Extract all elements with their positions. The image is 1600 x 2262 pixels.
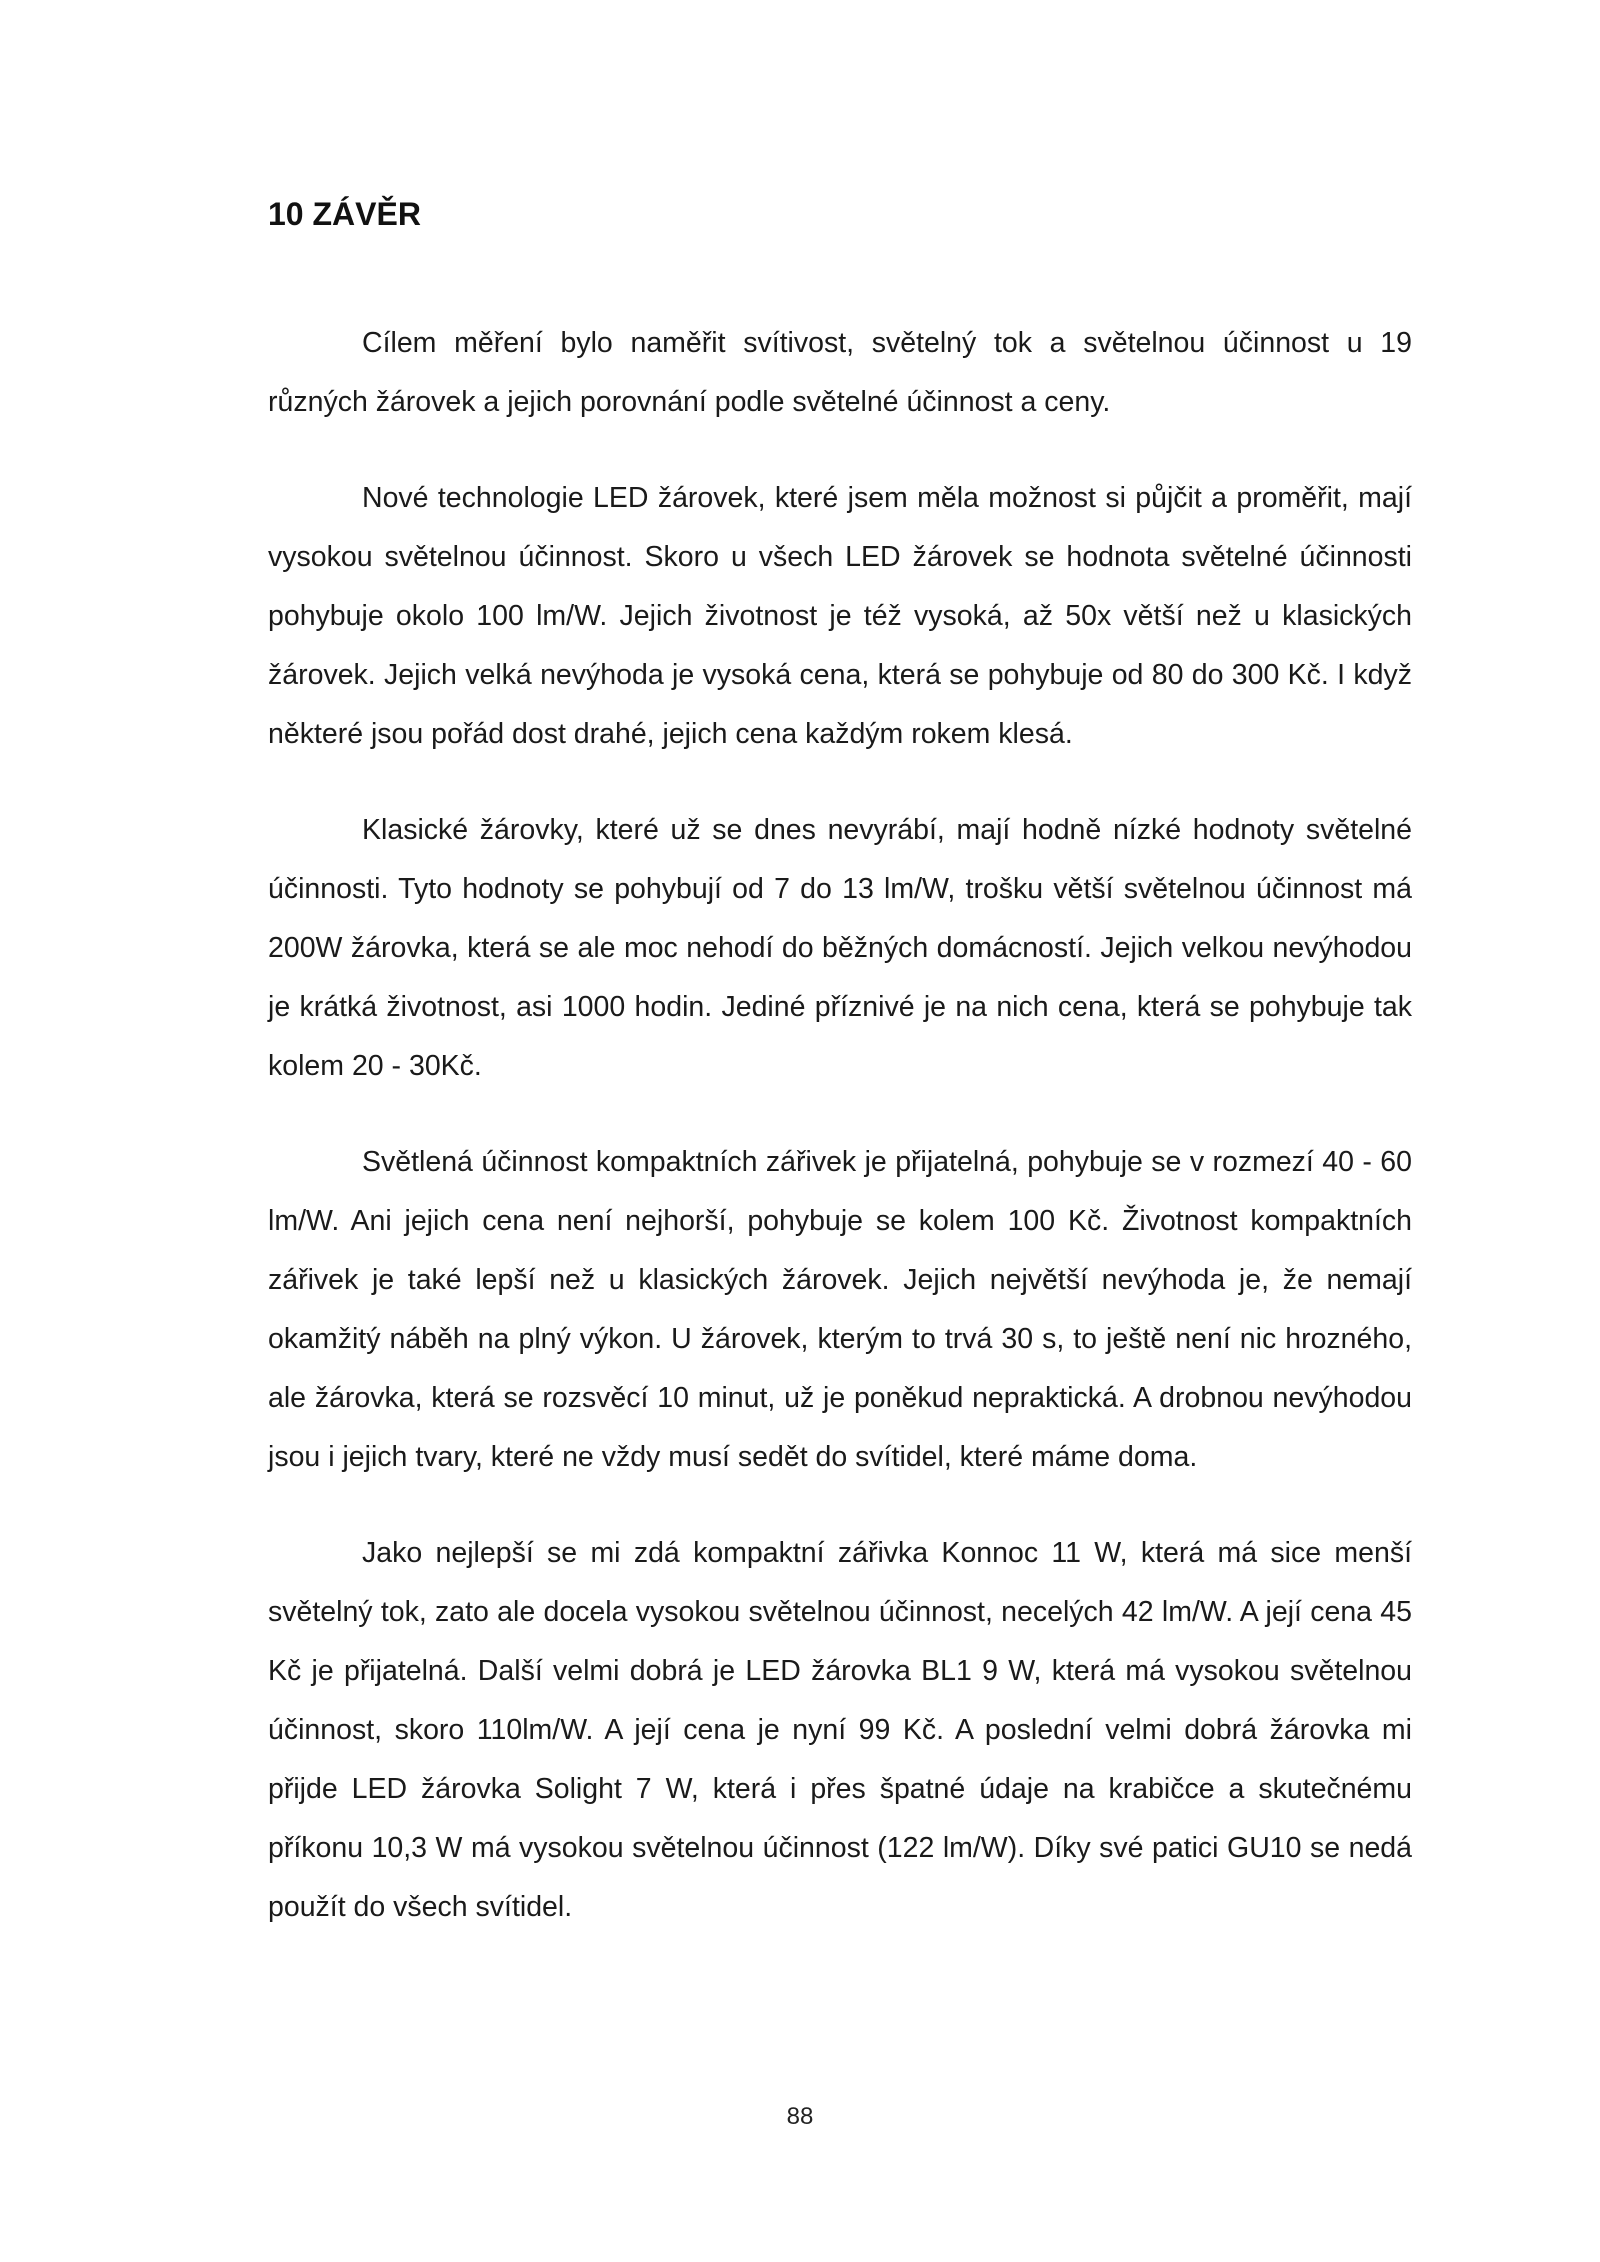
body-text <box>268 314 1412 1974</box>
paragraph-classic-bulbs: Klasické žárovky, které už se dnes nevyrábí, mají hodně nízké hodnoty světelné účinnosti. Tyto hodnoty se pohybují od 7 do 13 lm/W, trošku větší světelnou účinnost má 200W žárovka, která se ale moc nehodí do běžných domácností. Jejich velkou nevýhodou je krátká životnost, asi 1000 hodin. Jediné příznivé je na nich cena, která se pohybuje tak kolem 20 - 30Kč. <box>268 814 1412 1082</box>
page-number: 88 <box>786 2103 814 2130</box>
paragraph-led: Nové technologie LED žárovek, které jsem měla možnost si půjčit a proměřit, mají vysokou světelnou účinnost. Skoro u všech LED žárovek se hodnota světelné účinnosti pohybuje okolo 100 lm/W. Jejich životnost je též vysoká, až 50x větší než u klasických žárovek. Jejich velká nevýhoda je vysoká cena, která se pohybuje od 80 do 300 Kč. I když některé jsou pořád dost drahé, jejich cena každým rokem klesá. <box>268 482 1412 750</box>
paragraph-aim: Cílem měření bylo naměřit svítivost, světelný tok a světelnou účinnost u 19 různých žárovek a jejich porovnání podle světelné účinnost a ceny. <box>268 327 1412 418</box>
chapter-heading: 10 ZÁVĚR <box>268 196 421 232</box>
paragraph-best-choice: Jako nejlepší se mi zdá kompaktní zářivka Konnoc 11 W, která má sice menší světelný tok, zato ale docela vysokou světelnou účinnost, necelých 42 lm/W. A její cena 45 Kč je přijatelná. Další velmi dobrá je LED žárovka BL1 9 W, která má vysokou světelnou účinnost, skoro 110lm/W. A její cena je nyní 99 Kč. A poslední velmi dobrá žárovka mi přijde LED žárovka Solight 7 W, která i přes špatné údaje na krabičce a skutečnému příkonu 10,3 W má vysokou světelnou účinnost (122 lm/W). Díky své patici GU10 se nedá použít do všech svítidel. <box>268 1537 1412 1923</box>
paragraph-compact-fluorescent: Světlená účinnost kompaktních zářivek je přijatelná, pohybuje se v rozmezí 40 - 60 lm/W. Ani jejich cena není nejhorší, pohybuje se kolem 100 Kč. Životnost kompaktních zářivek je také lepší než u klasických žárovek. Jejich největší nevýhoda je, že nemají okamžitý náběh na plný výkon. U žárovek, kterým to trvá 30 s, to ještě není nic hrozného, ale žárovka, která se rozsvěcí 10 minut, už je poněkud nepraktická. A drobnou nevýhodou jsou i jejich tvary, které ne vždy musí sedět do svítidel, které máme doma. <box>268 1146 1412 1473</box>
